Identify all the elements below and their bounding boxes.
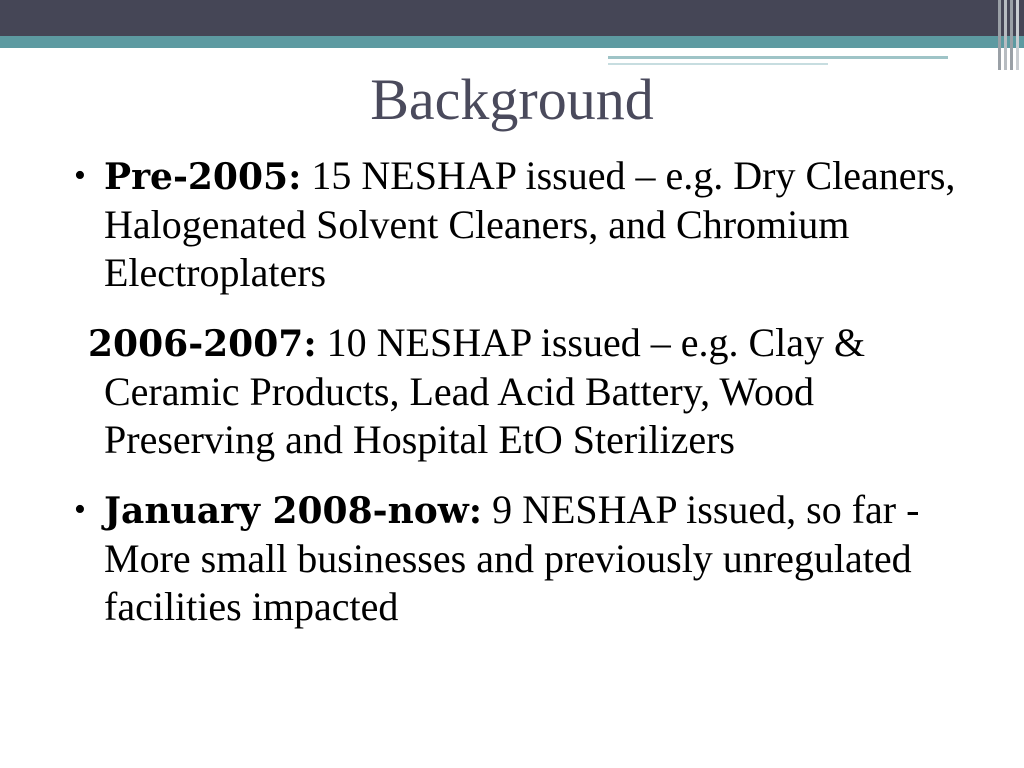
item-label: 2006-2007: bbox=[88, 323, 317, 365]
item-text: 15 NESHAP issued – e.g. Dry Cleaners, Halogenated Solvent Cleaners, and Chromium Electroplaters bbox=[104, 153, 956, 295]
accent-line-secondary bbox=[608, 63, 828, 65]
item-text: 9 NESHAP issued, so far - More small businesses and previously unregulated facilities impacted bbox=[104, 487, 920, 629]
item-label: January 2008-now: bbox=[104, 490, 483, 532]
bullet-item bbox=[74, 319, 974, 464]
bullet-item bbox=[74, 486, 974, 631]
accent-band bbox=[0, 36, 1024, 48]
bullet-item bbox=[74, 152, 974, 297]
accent-line bbox=[608, 56, 948, 59]
decorative-stripes bbox=[998, 0, 1020, 70]
item-text: 10 NESHAP issued – e.g. Clay & Ceramic Products, Lead Acid Battery, Wood Preserving and Hospital EtO Sterilizers bbox=[104, 320, 866, 462]
item-label: Pre-2005: bbox=[104, 156, 302, 198]
header-band bbox=[0, 0, 1024, 36]
bullet-marker: • bbox=[74, 157, 86, 194]
slide-title: Background bbox=[370, 67, 654, 132]
bullet-marker: • bbox=[74, 491, 86, 528]
bullet-list bbox=[74, 152, 974, 631]
